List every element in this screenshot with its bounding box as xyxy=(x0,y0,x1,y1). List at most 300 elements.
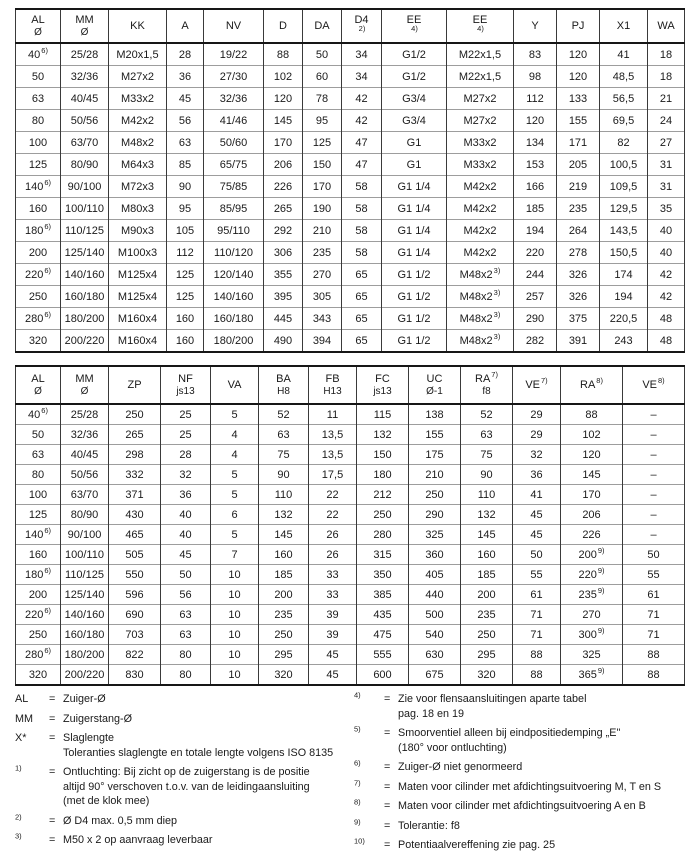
table-cell: 5 xyxy=(211,465,259,485)
equals-sign: = xyxy=(49,732,56,744)
table-cell: 27/30 xyxy=(204,66,264,88)
table-cell: 143,5 xyxy=(600,220,648,242)
footnote-marker: 6) xyxy=(41,45,48,55)
table-cell: 343 xyxy=(303,308,342,330)
table-cell: 10 xyxy=(211,625,259,645)
table-cell: 110/120 xyxy=(204,242,264,264)
footnote-line: Slaglengte xyxy=(63,732,115,744)
column-label: FC xyxy=(375,373,390,385)
equals-sign: = xyxy=(384,693,391,705)
table-cell: 125/140 xyxy=(61,242,109,264)
column-header-t2-8 xyxy=(409,366,461,404)
footnote-term xyxy=(354,726,384,755)
table-cell: 18 xyxy=(648,43,685,66)
footnote-definition xyxy=(398,780,689,795)
column-header-t2-2 xyxy=(109,366,161,404)
table-cell: 298 xyxy=(109,445,161,465)
table-row xyxy=(16,485,685,505)
table-cell: 290 xyxy=(514,308,557,330)
table-cell: M20x1,5 xyxy=(109,43,167,66)
footnote-marker: 7) xyxy=(491,370,498,380)
footnote-marker: 3) xyxy=(15,831,22,841)
table-cell: 41 xyxy=(513,485,561,505)
table-cell: 90/100 xyxy=(61,525,109,545)
table-cell: 48,5 xyxy=(600,66,648,88)
table-cell: 120 xyxy=(264,88,303,110)
column-sublabel: js13 xyxy=(176,386,195,397)
footnote-marker: 7) xyxy=(354,777,361,787)
table-cell: 405 xyxy=(409,565,461,585)
equals-sign: = xyxy=(49,693,56,705)
table-cell: 110 xyxy=(259,485,309,505)
table-row xyxy=(16,286,685,308)
table-cell: 170 xyxy=(264,132,303,154)
table-cell: 490 xyxy=(264,330,303,353)
table-cell: 45 xyxy=(161,545,211,565)
table-cell: 235 xyxy=(461,605,513,625)
table-row xyxy=(16,404,685,425)
column-header-t2-10 xyxy=(513,366,561,404)
table-cell: 36 xyxy=(513,465,561,485)
table-cell: 50 xyxy=(161,565,211,585)
table-cell: 105 xyxy=(167,220,204,242)
table-cell: 395 xyxy=(264,286,303,308)
table-cell: 29 xyxy=(513,425,561,445)
column-label: RA$^{7)}$ xyxy=(475,370,498,385)
table-cell: 71 xyxy=(623,625,685,645)
column-sublabel xyxy=(448,23,512,38)
table-cell: 360 xyxy=(409,545,461,565)
equals-sign: = xyxy=(384,780,391,793)
table-cell: 22 xyxy=(309,505,357,525)
table-cell: 220,5 xyxy=(600,308,648,330)
table-cell: 282 xyxy=(514,330,557,353)
table-cell: 265 xyxy=(264,198,303,220)
table-cell: G3/4 xyxy=(382,110,447,132)
table-cell: 40 xyxy=(648,220,685,242)
column-label: VA xyxy=(227,378,242,391)
table-cell: 150 xyxy=(357,445,409,465)
footnote-line: Tolerantie: f8 xyxy=(398,819,460,832)
table-cell: 212 xyxy=(357,485,409,505)
table-cell: M33x2 xyxy=(109,88,167,110)
footnote-marker: 6) xyxy=(44,221,52,231)
column-label: DA xyxy=(314,19,330,32)
table-cell: 280$^{6)}$ xyxy=(16,645,61,665)
footnote-marker: 6) xyxy=(44,265,52,275)
column-header-t2-11 xyxy=(561,366,623,404)
table-row xyxy=(16,665,685,686)
column-label: NV xyxy=(225,19,242,32)
column-label: NF xyxy=(178,373,193,385)
table-cell: 63 xyxy=(16,88,61,110)
table-cell: 39 xyxy=(309,605,357,625)
footnote-term: MM xyxy=(15,712,33,725)
table-cell: 71 xyxy=(513,605,561,625)
table-cell: 160/180 xyxy=(61,625,109,645)
table-cell: 32/36 xyxy=(204,88,264,110)
table-cell: – xyxy=(623,404,685,425)
table-cell: 40$^{6)}$ xyxy=(16,43,61,66)
table-cell: 36 xyxy=(167,66,204,88)
table-cell: M48x2 xyxy=(109,132,167,154)
column-header-t2-6 xyxy=(309,366,357,404)
table-cell: 185 xyxy=(259,565,309,585)
table-cell: 300$^{9)}$ xyxy=(561,625,623,645)
column-header-t2-9 xyxy=(461,366,513,404)
column-header-t1-6 xyxy=(303,9,342,43)
table-cell: 50 xyxy=(16,425,61,445)
table-cell: 435 xyxy=(357,605,409,625)
column-header-t2-0 xyxy=(16,366,61,404)
table-cell: 115 xyxy=(357,404,409,425)
footnote-item xyxy=(354,799,689,814)
table-row xyxy=(16,565,685,585)
footnote-marker: 6) xyxy=(44,645,52,655)
table-cell: 264 xyxy=(557,220,600,242)
table-row xyxy=(16,465,685,485)
footnote-marker: 9) xyxy=(597,565,605,575)
footnote-marker: 3) xyxy=(493,265,501,275)
column-sublabel: Ø xyxy=(80,386,89,397)
table-cell: 40 xyxy=(648,242,685,264)
table-cell: 133 xyxy=(557,88,600,110)
footnote-marker: 9) xyxy=(597,665,605,675)
table-cell: 42 xyxy=(648,286,685,308)
table-cell: 85/95 xyxy=(204,198,264,220)
table-cell: 25 xyxy=(161,404,211,425)
equals-sign: = xyxy=(384,761,391,773)
footnote-marker: 2) xyxy=(15,811,22,821)
table-cell: M80x3 xyxy=(109,198,167,220)
table-cell: 61 xyxy=(513,585,561,605)
table-cell: 145 xyxy=(259,525,309,545)
footnote-item xyxy=(15,692,350,707)
table-cell: 10 xyxy=(211,565,259,585)
table-cell: 112 xyxy=(167,242,204,264)
footnote-item xyxy=(354,777,689,795)
table-cell: 50 xyxy=(303,43,342,66)
table-cell: G1 1/4 xyxy=(382,220,447,242)
table-cell: 145 xyxy=(561,465,623,485)
table-cell: 25 xyxy=(161,425,211,445)
table-cell: M48x2$^{3)}$ xyxy=(447,286,514,308)
table-cell: 295 xyxy=(461,645,513,665)
table-cell: 200$^{9)}$ xyxy=(561,545,623,565)
column-sublabel: Ø xyxy=(34,27,42,38)
table-cell: 65 xyxy=(342,330,382,353)
table-cell: 166 xyxy=(514,176,557,198)
table-cell: 150 xyxy=(303,154,342,176)
table-cell: M27x2 xyxy=(447,110,514,132)
column-header-t2-1 xyxy=(61,366,109,404)
equals-sign: = xyxy=(49,814,56,827)
table-cell: 90 xyxy=(461,465,513,485)
table-cell: 40/45 xyxy=(61,445,109,465)
table-cell: 160/180 xyxy=(61,286,109,308)
table-cell: 31 xyxy=(648,154,685,176)
footnote-marker: 4) xyxy=(411,23,418,33)
table-cell: 63 xyxy=(461,425,513,445)
table-cell: 65 xyxy=(342,308,382,330)
table-cell: 200 xyxy=(16,242,61,264)
table-cell: 63/70 xyxy=(61,132,109,154)
table-cell: 280$^{6)}$ xyxy=(16,308,61,330)
table-cell: G1 xyxy=(382,132,447,154)
cylinder-dimensions-table-2 xyxy=(15,365,685,686)
table-cell: 33 xyxy=(309,585,357,605)
table-cell: 315 xyxy=(357,545,409,565)
table-cell: 42 xyxy=(342,88,382,110)
footnote-item xyxy=(354,816,689,834)
table-cell: 32 xyxy=(513,445,561,465)
table-cell: G1 1/2 xyxy=(382,308,447,330)
footnote-term xyxy=(354,799,384,814)
table-row xyxy=(16,154,685,176)
table-cell: 206 xyxy=(561,505,623,525)
table-cell: G1 1/2 xyxy=(382,264,447,286)
column-header-t2-7 xyxy=(357,366,409,404)
table-cell: 39 xyxy=(309,625,357,645)
table-cell: 45 xyxy=(513,525,561,545)
table-cell: 83 xyxy=(514,43,557,66)
table-cell: 306 xyxy=(264,242,303,264)
table-cell: 170 xyxy=(303,176,342,198)
table-cell: 235$^{9)}$ xyxy=(561,585,623,605)
table-cell: 61 xyxy=(623,585,685,605)
table-cell: 58 xyxy=(342,198,382,220)
table-cell: 155 xyxy=(409,425,461,445)
footnote-line: Potentiaalvereffening zie pag. 25 xyxy=(398,839,556,851)
table-cell: M125x4 xyxy=(109,286,167,308)
table-cell: 125 xyxy=(167,286,204,308)
table-cell: 31 xyxy=(648,176,685,198)
footnote-line: Maten voor cilinder met afdichtingsuitvoering M, T en S xyxy=(398,780,662,793)
table-cell: 250 xyxy=(461,625,513,645)
table-cell: 56 xyxy=(161,585,211,605)
table-cell: 132 xyxy=(461,505,513,525)
table-cell: 235 xyxy=(557,198,600,220)
table-cell: 250 xyxy=(109,404,161,425)
table-cell: 160 xyxy=(16,198,61,220)
table-cell: G1 1/4 xyxy=(382,198,447,220)
table-cell: 194 xyxy=(514,220,557,242)
footnote-definition xyxy=(398,838,689,853)
table-cell: 35 xyxy=(648,198,685,220)
table-cell: G1 xyxy=(382,154,447,176)
column-label: D xyxy=(279,19,287,32)
footnotes-right-column xyxy=(354,692,689,858)
table-cell: G1/2 xyxy=(382,66,447,88)
table-cell: 100 xyxy=(16,132,61,154)
equals-sign: = xyxy=(49,766,56,778)
table-cell: 140/160 xyxy=(61,605,109,625)
table-cell: M48x2$^{3)}$ xyxy=(447,330,514,353)
table-cell: 265 xyxy=(109,425,161,445)
table-row xyxy=(16,43,685,66)
table-cell: 180$^{6)}$ xyxy=(16,220,61,242)
column-header-t1-5 xyxy=(264,9,303,43)
table-cell: 65/75 xyxy=(204,154,264,176)
table-cell: 465 xyxy=(109,525,161,545)
column-label: AL xyxy=(31,14,45,26)
footnote-term xyxy=(354,692,384,721)
table-cell: M48x2$^{3)}$ xyxy=(447,308,514,330)
table-cell: 600 xyxy=(357,665,409,686)
table-cell: 24 xyxy=(648,110,685,132)
table-cell: 134 xyxy=(514,132,557,154)
column-label: BA xyxy=(276,373,291,385)
footnote-definition xyxy=(63,765,350,809)
table-cell: 180/200 xyxy=(61,645,109,665)
table-cell: 63 xyxy=(16,445,61,465)
table-cell: 140$^{6)}$ xyxy=(16,176,61,198)
table-cell: M22x1,5 xyxy=(447,43,514,66)
column-label: A xyxy=(181,19,189,32)
table-cell: 140/160 xyxy=(204,286,264,308)
table-row xyxy=(16,525,685,545)
column-sublabel: Ø-1 xyxy=(426,386,443,397)
table-cell: M100x3 xyxy=(109,242,167,264)
footnote-marker: 4) xyxy=(354,690,361,700)
table-cell: 132 xyxy=(259,505,309,525)
table-cell: 257 xyxy=(514,286,557,308)
table-cell: M33x2 xyxy=(447,132,514,154)
table-cell: 150,5 xyxy=(600,242,648,264)
column-header-t2-4 xyxy=(211,366,259,404)
table-cell: 102 xyxy=(561,425,623,445)
table-cell: 71 xyxy=(623,605,685,625)
column-sublabel: H8 xyxy=(277,386,290,397)
table-row xyxy=(16,545,685,565)
table-row xyxy=(16,505,685,525)
table-cell: 350 xyxy=(357,565,409,585)
table-row xyxy=(16,445,685,465)
column-header-t2-3 xyxy=(161,366,211,404)
header-row xyxy=(16,366,685,404)
table-cell: 40/45 xyxy=(61,88,109,110)
table-cell: M160x4 xyxy=(109,330,167,353)
table-cell: 40 xyxy=(161,525,211,545)
table-cell: 320 xyxy=(461,665,513,686)
column-sublabel xyxy=(383,23,445,38)
table-cell: 13,5 xyxy=(309,425,357,445)
footnote-item xyxy=(15,712,350,727)
footnote-line: pag. 18 en 19 xyxy=(398,707,465,720)
column-label: MM xyxy=(75,373,94,385)
table-cell: 10 xyxy=(211,645,259,665)
column-sublabel: Ø xyxy=(34,386,42,397)
table-cell: 45 xyxy=(167,88,204,110)
table-cell: 180/200 xyxy=(61,308,109,330)
table-cell: 32/36 xyxy=(61,66,109,88)
footnote-definition xyxy=(63,814,350,829)
table-row xyxy=(16,605,685,625)
table-cell: M42x2 xyxy=(447,176,514,198)
table-cell: M27x2 xyxy=(109,66,167,88)
table-cell: 63 xyxy=(259,425,309,445)
table-cell: 220$^{6)}$ xyxy=(16,264,61,286)
table-cell: 190 xyxy=(303,198,342,220)
table-cell: 125 xyxy=(16,505,61,525)
footnote-item xyxy=(354,838,689,853)
table-cell: 550 xyxy=(109,565,161,585)
table-cell: 40$^{6)}$ xyxy=(16,404,61,425)
table-cell: 71 xyxy=(513,625,561,645)
footnotes-left-column xyxy=(15,692,350,858)
footnote-marker: 6) xyxy=(41,405,48,415)
table-cell: 45 xyxy=(513,505,561,525)
table-cell: 88 xyxy=(513,645,561,665)
footnote-marker: 3) xyxy=(493,331,501,341)
table-cell: 155 xyxy=(557,110,600,132)
footnote-definition xyxy=(398,819,689,834)
table-cell: 690 xyxy=(109,605,161,625)
table-cell: 235 xyxy=(259,605,309,625)
table-cell: 375 xyxy=(557,308,600,330)
table-cell: 5 xyxy=(211,485,259,505)
table-cell: 41 xyxy=(600,43,648,66)
footnote-line: altijd 90° verschoven t.o.v. van de leidingaansluiting xyxy=(63,780,310,793)
table-cell: 63 xyxy=(161,605,211,625)
table-cell: 140/160 xyxy=(61,264,109,286)
table-cell: 69,5 xyxy=(600,110,648,132)
table-cell: 28 xyxy=(161,445,211,465)
table-cell: 32 xyxy=(161,465,211,485)
table-cell: 98 xyxy=(514,66,557,88)
table-cell: 220 xyxy=(514,242,557,264)
footnote-term xyxy=(354,760,384,775)
table-cell: 305 xyxy=(303,286,342,308)
footnote-marker: 6) xyxy=(44,565,52,575)
table-cell: 65 xyxy=(342,286,382,308)
table-cell: 326 xyxy=(557,264,600,286)
column-header-t1-9 xyxy=(447,9,514,43)
column-label: WA xyxy=(657,19,675,32)
column-header-t1-11 xyxy=(557,9,600,43)
table-cell: 140$^{6)}$ xyxy=(16,525,61,545)
footnote-line: Zuiger-Ø xyxy=(63,693,106,705)
footnote-marker: 8) xyxy=(658,375,665,385)
table-cell: 250 xyxy=(357,505,409,525)
table-cell: M42x2 xyxy=(447,242,514,264)
footnote-marker: 6) xyxy=(44,605,52,615)
table-cell: 320 xyxy=(16,665,61,686)
table-cell: 206 xyxy=(264,154,303,176)
table-cell: 220$^{9)}$ xyxy=(561,565,623,585)
table-cell: 160 xyxy=(461,545,513,565)
table-cell: 95 xyxy=(167,198,204,220)
column-header-t1-4 xyxy=(204,9,264,43)
table-cell: M33x2 xyxy=(447,154,514,176)
column-header-t2-12 xyxy=(623,366,685,404)
table-cell: M90x3 xyxy=(109,220,167,242)
table-cell: 110 xyxy=(461,485,513,505)
table-row xyxy=(16,132,685,154)
footnote-marker: 3) xyxy=(493,287,501,297)
table-cell: 7 xyxy=(211,545,259,565)
footnote-line: Zie voor flensaansluitingen aparte tabel xyxy=(398,693,587,705)
table-cell: 32/36 xyxy=(61,425,109,445)
table-cell: 100/110 xyxy=(61,545,109,565)
column-label: ZP xyxy=(127,378,142,391)
footnote-marker: 9) xyxy=(597,585,605,595)
table-cell: 125 xyxy=(16,154,61,176)
footnote-item xyxy=(15,833,350,848)
table-cell: 6 xyxy=(211,505,259,525)
table-cell: 365$^{9)}$ xyxy=(561,665,623,686)
table-cell: 194 xyxy=(600,286,648,308)
